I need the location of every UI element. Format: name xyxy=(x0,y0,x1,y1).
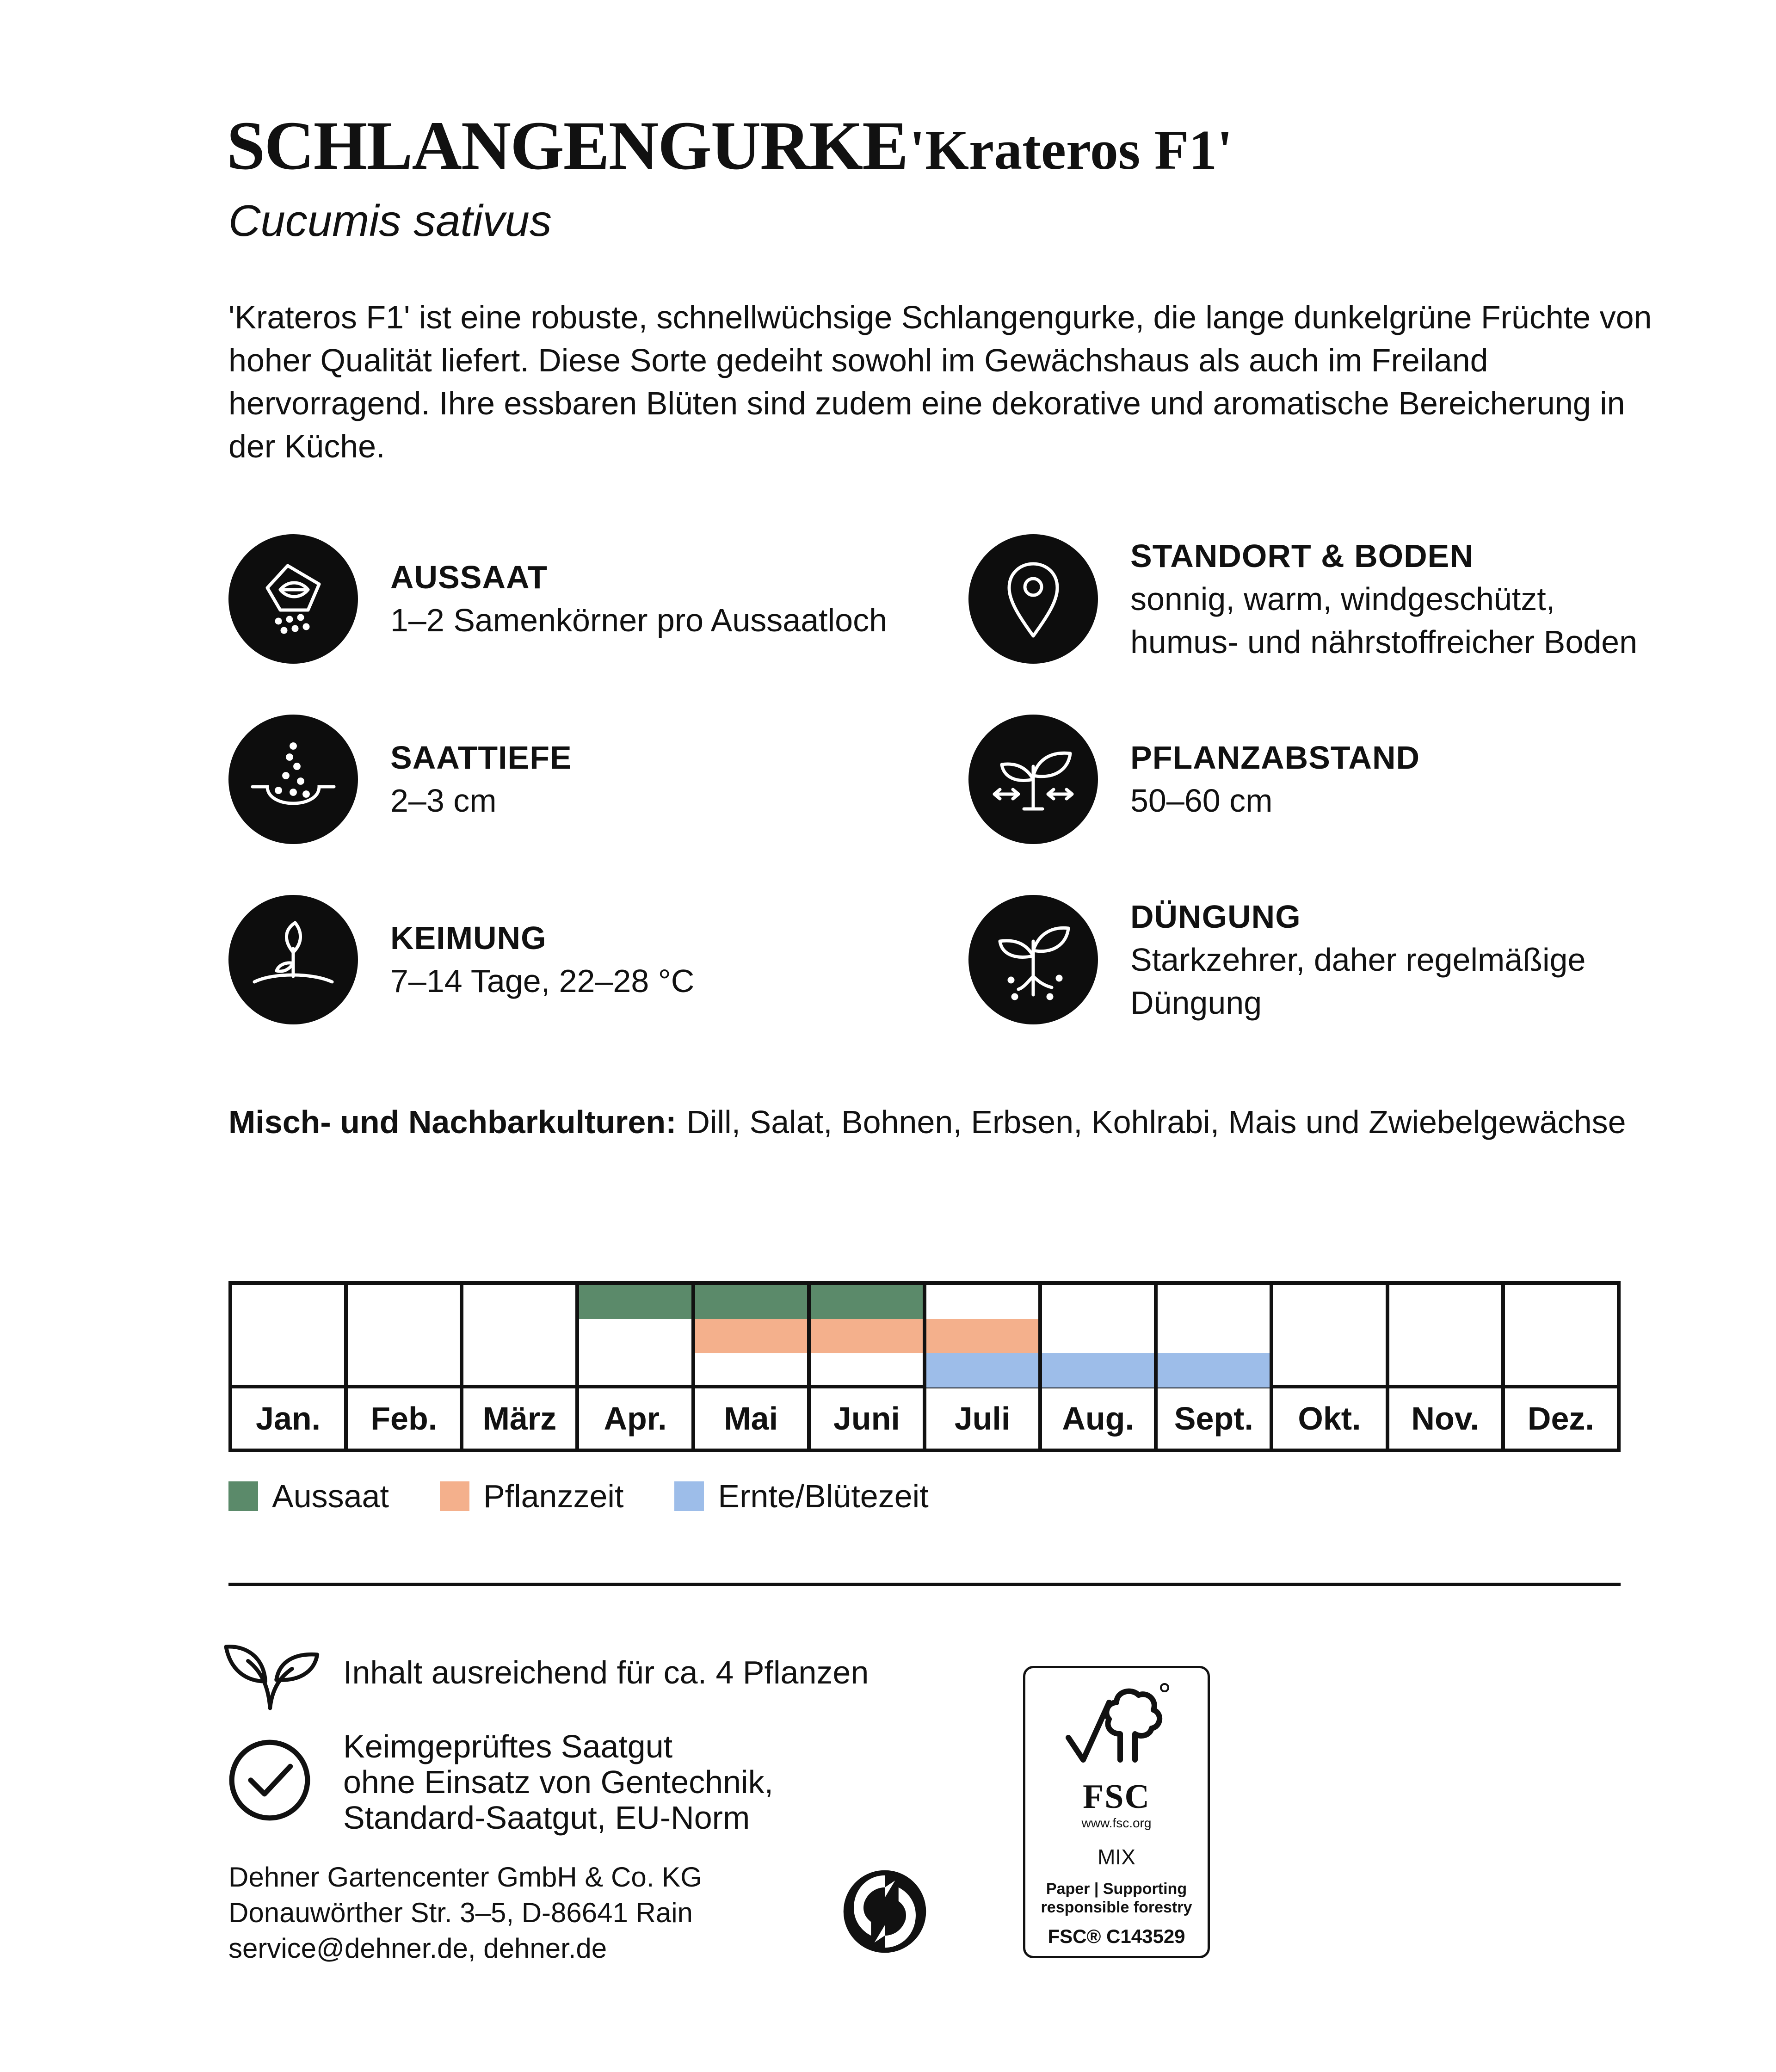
info-pflanzabstand xyxy=(968,715,1420,844)
calendar-bar-aussaat xyxy=(811,1285,923,1319)
info-saattiefe xyxy=(228,715,572,844)
duengung-value-line2: Düngung xyxy=(1130,984,1262,1021)
legend-swatch-pflanzzeit xyxy=(440,1481,469,1511)
month-label: Juli xyxy=(925,1387,1040,1450)
seed-packet-icon xyxy=(228,534,358,664)
fsc-paper-line2: responsible forestry xyxy=(1041,1899,1192,1916)
calendar-cell xyxy=(1388,1283,1503,1387)
calendar-bar-pflanzzeit xyxy=(926,1319,1038,1353)
calendar-month-row xyxy=(230,1387,1619,1450)
calendar-bar-pflanzzeit xyxy=(811,1319,923,1353)
month-label: Mai xyxy=(693,1387,809,1450)
month-label: Dez. xyxy=(1503,1387,1619,1450)
sprout-icon xyxy=(228,895,358,1024)
latin-name: Cucumis sativus xyxy=(228,196,552,246)
keimung-value: 7–14 Tage, 22–28 °C xyxy=(390,963,695,999)
month-label: Nov. xyxy=(1388,1387,1503,1450)
calendar-bar-pflanzzeit xyxy=(695,1319,807,1353)
check-circle-icon xyxy=(227,1737,313,1825)
content-info: Inhalt ausreichend für ca. 4 Pflanzen xyxy=(343,1654,869,1690)
legend-aussaat xyxy=(228,1478,389,1515)
company-street: Donauwörther Str. 3–5, D-86641 Rain xyxy=(228,1897,693,1928)
legend-swatch-aussaat xyxy=(228,1481,258,1511)
aussaat-value: 1–2 Samenkörner pro Aussaatloch xyxy=(390,602,887,638)
calendar-bar-ernte xyxy=(1158,1353,1270,1388)
fsc-logo-text: FSC xyxy=(1083,1778,1150,1816)
fsc-code: FSC® C143529 xyxy=(1048,1925,1185,1947)
calendar-band-row xyxy=(230,1283,1619,1387)
duengung-value-line1: Starkzehrer, daher regelmäßige xyxy=(1130,941,1586,978)
calendar-bar-aussaat xyxy=(695,1285,807,1319)
month-label: Jan. xyxy=(230,1387,346,1450)
calendar-legend xyxy=(228,1478,980,1515)
standort-label: STANDORT & BODEN xyxy=(1130,537,1474,574)
fsc-mix: MIX xyxy=(1098,1845,1135,1869)
plant-roots-icon xyxy=(968,895,1098,1024)
calendar-cell xyxy=(462,1283,577,1387)
duengung-label: DÜNGUNG xyxy=(1130,898,1301,935)
sowing-calendar xyxy=(228,1281,1621,1452)
calendar-cell xyxy=(346,1283,462,1387)
fsc-tree-check-icon xyxy=(1025,1680,1208,1780)
company-name: Dehner Gartencenter GmbH & Co. KG xyxy=(228,1862,702,1893)
calendar-cell xyxy=(1503,1283,1619,1387)
legend-label-pflanzzeit: Pflanzzeit xyxy=(483,1478,624,1514)
saattiefe-value: 2–3 cm xyxy=(390,783,497,819)
calendar-cell xyxy=(577,1283,693,1387)
keimung-label: KEIMUNG xyxy=(390,920,547,956)
info-keimung xyxy=(228,895,694,1024)
quality-info xyxy=(343,1729,773,1836)
calendar-bar-ernte xyxy=(1042,1353,1154,1388)
companion-plants xyxy=(228,1101,1685,1144)
standort-value-line1: sonnig, warm, windgeschützt, xyxy=(1130,580,1555,617)
quality-line3: Standard-Saatgut, EU-Norm xyxy=(343,1800,750,1836)
title-variety: 'Krateros F1' xyxy=(909,119,1233,181)
month-label: Apr. xyxy=(577,1387,693,1450)
quality-line2: ohne Einsatz von Gentechnik, xyxy=(343,1764,774,1800)
plant-spacing-icon xyxy=(968,715,1098,844)
legend-pflanzzeit xyxy=(440,1478,623,1515)
leaf-pair-icon xyxy=(221,1633,324,1714)
month-label: März xyxy=(462,1387,577,1450)
calendar-bar-ernte xyxy=(926,1353,1038,1388)
calendar-cell xyxy=(1040,1283,1156,1387)
companions-value: Dill, Salat, Bohnen, Erbsen, Kohlrabi, Mais und Zwiebelgewächse xyxy=(686,1104,1626,1140)
seed-depth-icon xyxy=(228,715,358,844)
legend-ernte xyxy=(674,1478,928,1515)
month-label: Okt. xyxy=(1271,1387,1387,1450)
calendar-cell xyxy=(809,1283,925,1387)
legend-label-ernte: Ernte/Blütezeit xyxy=(718,1478,929,1514)
info-duengung xyxy=(968,895,1585,1024)
month-label: Sept. xyxy=(1156,1387,1271,1450)
info-aussaat xyxy=(228,534,887,664)
saattiefe-label: SAATTIEFE xyxy=(390,740,572,776)
aussaat-label: AUSSAAT xyxy=(390,559,548,595)
company-contact: service@dehner.de, dehner.de xyxy=(228,1933,607,1964)
fsc-url: www.fsc.org xyxy=(1081,1816,1152,1830)
legend-label-aussaat: Aussaat xyxy=(272,1478,389,1514)
info-standort xyxy=(968,534,1637,664)
green-dot-recycling-icon xyxy=(842,1868,928,1957)
location-pin-icon xyxy=(968,534,1098,664)
month-label: Juni xyxy=(809,1387,925,1450)
quality-line1: Keimgeprüftes Saatgut xyxy=(343,1728,673,1764)
calendar-cell xyxy=(693,1283,809,1387)
pflanzabstand-value: 50–60 cm xyxy=(1130,783,1273,819)
calendar-cell xyxy=(1271,1283,1387,1387)
fsc-paper-line1: Paper | Supporting xyxy=(1046,1880,1187,1898)
product-title xyxy=(227,107,1233,184)
standort-value-line2: humus- und nährstoffreicher Boden xyxy=(1130,623,1638,660)
calendar-cell xyxy=(230,1283,346,1387)
calendar-cell xyxy=(925,1283,1040,1387)
divider xyxy=(228,1583,1621,1586)
fsc-label xyxy=(1023,1666,1210,1958)
legend-swatch-ernte xyxy=(674,1481,704,1511)
title-main: SCHLANGENGURKE xyxy=(227,107,908,184)
calendar-bar-aussaat xyxy=(579,1285,691,1319)
month-label: Feb. xyxy=(346,1387,462,1450)
month-label: Aug. xyxy=(1040,1387,1156,1450)
pflanzabstand-label: PFLANZABSTAND xyxy=(1130,740,1420,776)
description: 'Krateros F1' ist eine robuste, schnellwüchsige Schlangengurke, die lange dunkelgrüne Früchte von hoher Qualität liefert. Diese Sorte gedeiht sowohl im Gewächshaus als auch im Freiland hervorragend. Ihre essbaren Blüten sind zudem eine dekorative und aromatische Bereicherung in der Küche. xyxy=(228,299,1652,464)
calendar-cell xyxy=(1156,1283,1271,1387)
company-address xyxy=(228,1859,702,1966)
companions-label: Misch- und Nachbarkulturen: xyxy=(228,1104,677,1140)
